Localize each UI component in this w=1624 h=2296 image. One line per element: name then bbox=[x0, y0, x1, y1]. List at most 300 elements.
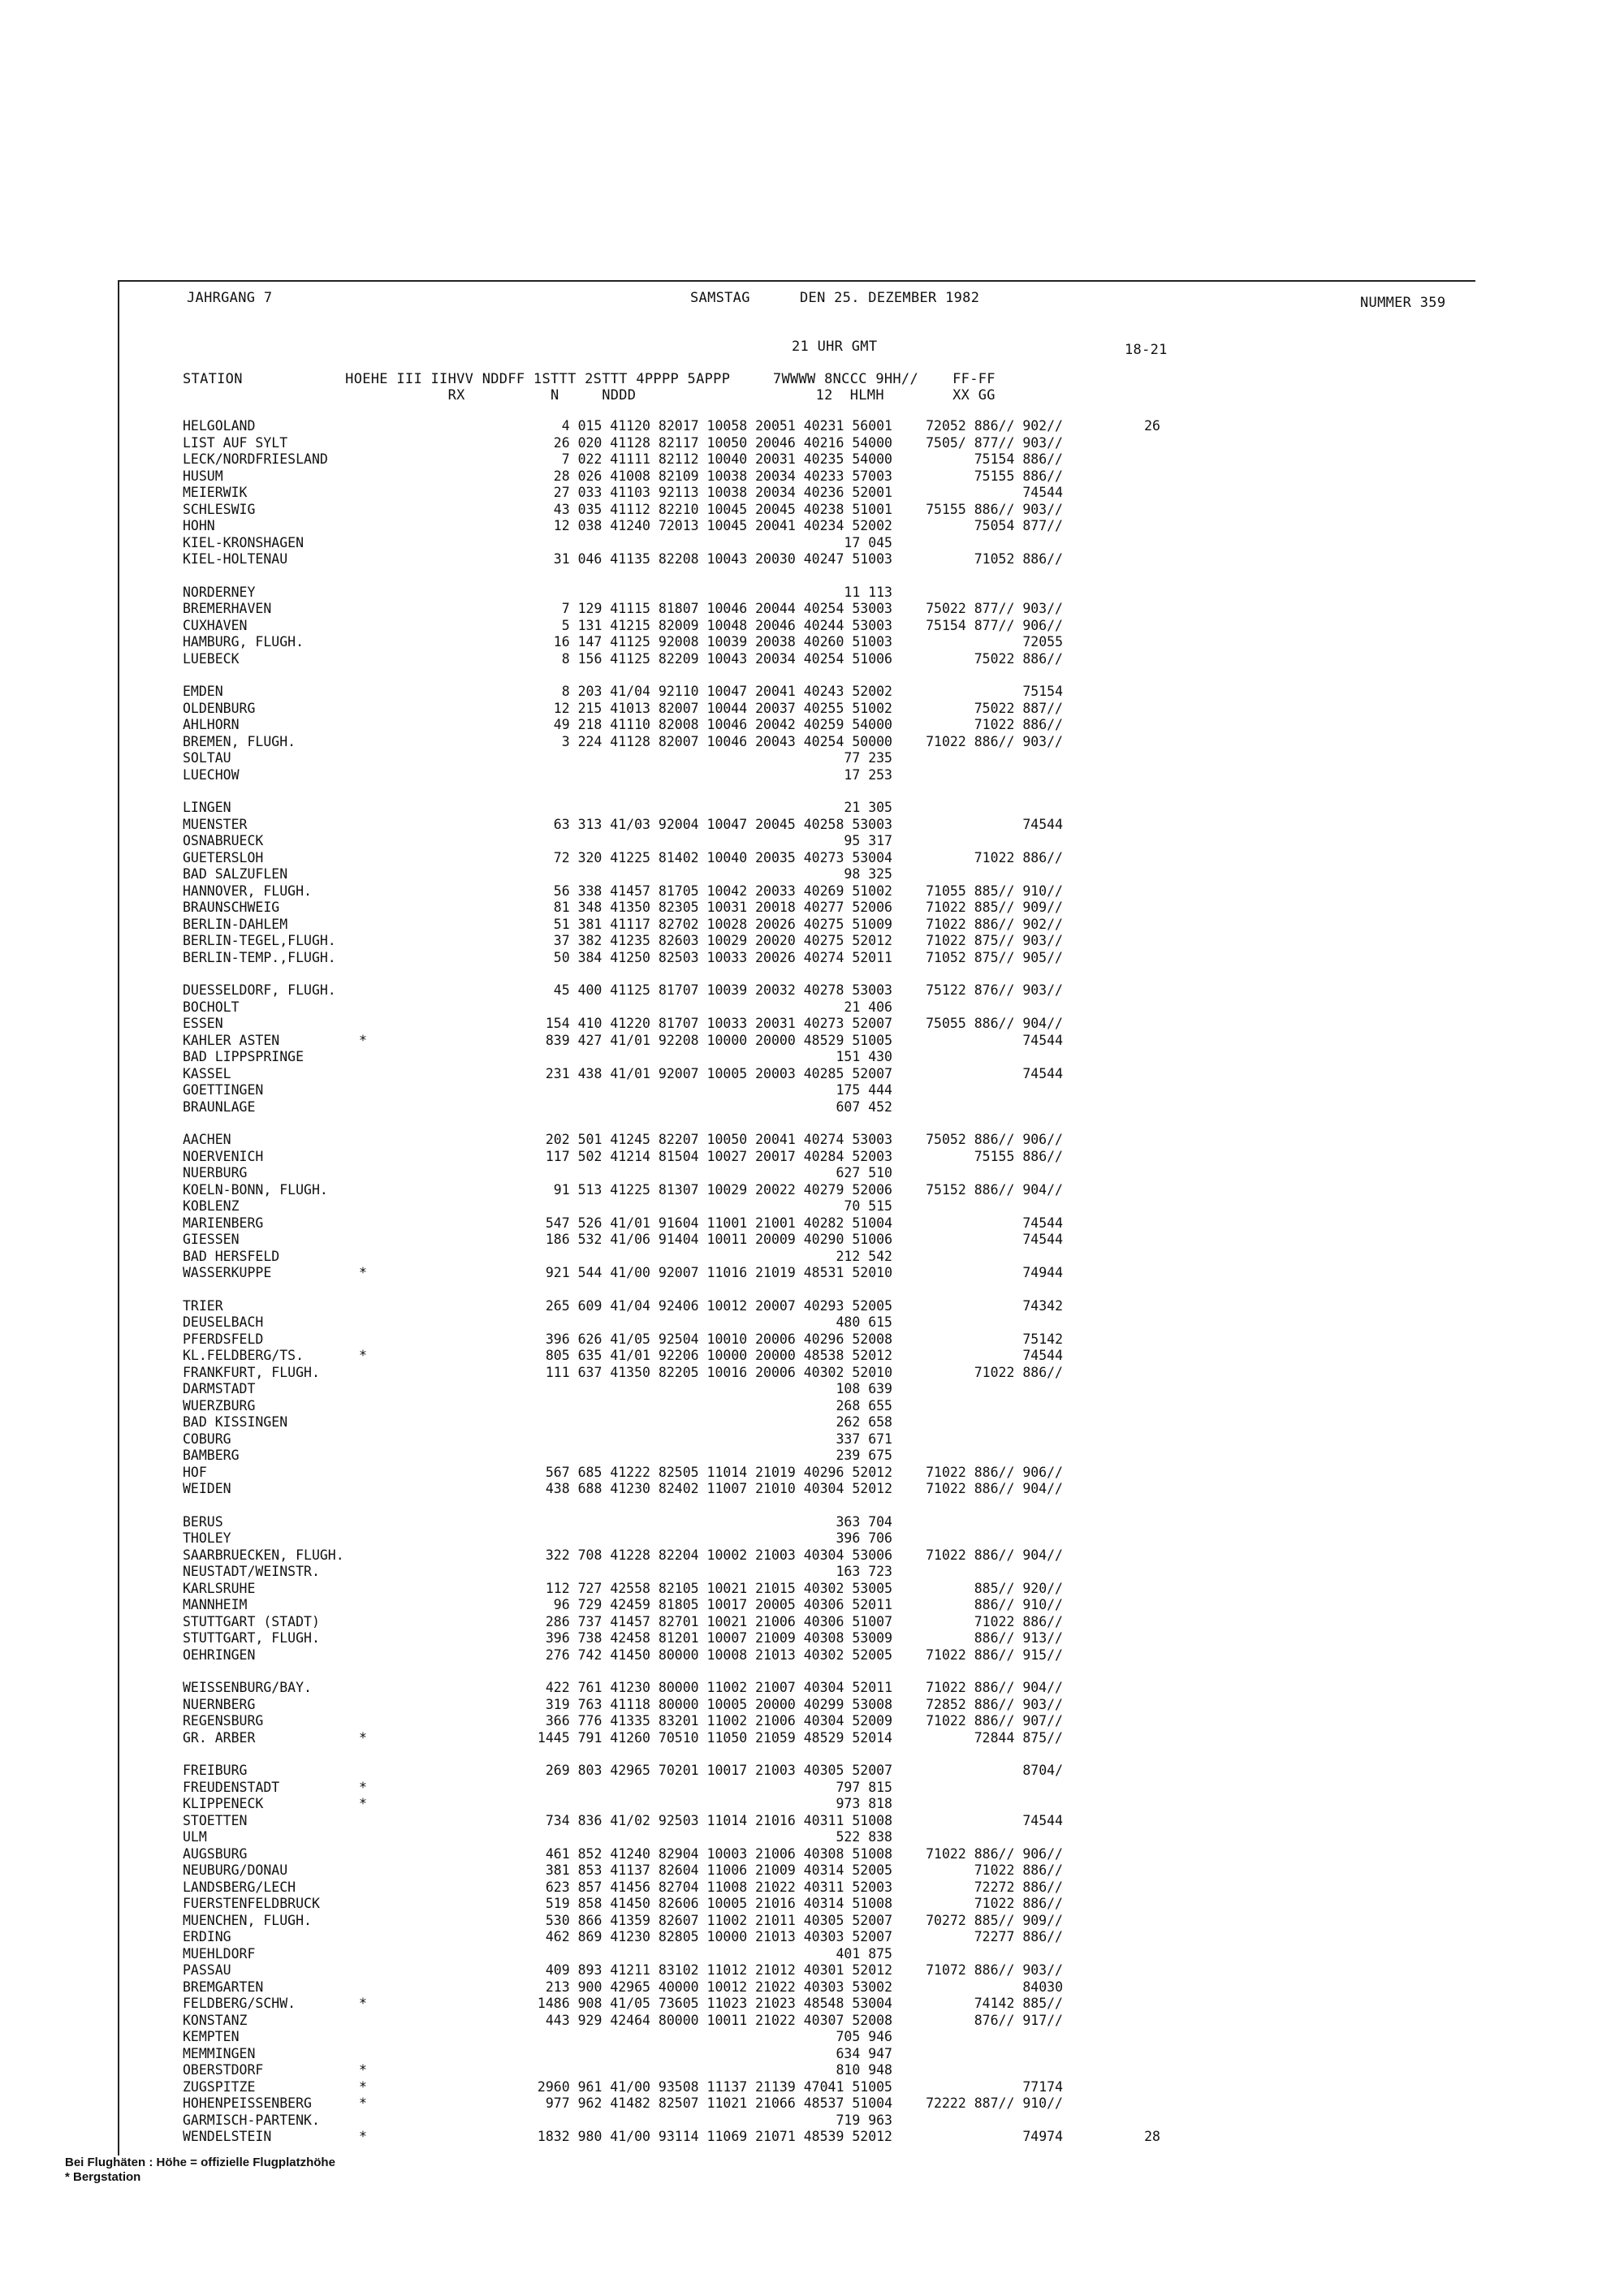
station-name: NEUBURG/DONAU bbox=[183, 1862, 288, 1878]
station-row bbox=[183, 701, 1320, 718]
synop-data: 322 708 41228 82204 10002 21003 40304 53006 bbox=[545, 1547, 892, 1563]
wind-ff bbox=[1063, 1033, 1160, 1050]
mountain-station-mark bbox=[353, 1431, 373, 1448]
synop-data: 43 035 41112 82210 10045 20045 40238 51001 bbox=[553, 501, 892, 517]
weather-groups: 71022 886// 906// bbox=[926, 1464, 1063, 1480]
station-name: GARMISCH-PARTENK. bbox=[183, 2112, 320, 2128]
station-row bbox=[183, 1996, 1320, 2013]
weather-groups: 71022 886// 904// bbox=[926, 1680, 1063, 1695]
mountain-station-mark bbox=[353, 1647, 373, 1664]
synop-data: 1832 980 41/00 93114 11069 21071 48539 52012 bbox=[537, 2129, 892, 2144]
synop-data: 519 858 41450 82606 10005 21016 40314 51008 bbox=[545, 1896, 892, 1911]
weather-groups: 84030 bbox=[1022, 1979, 1063, 1995]
wind-ff bbox=[1063, 734, 1160, 751]
station-row bbox=[183, 1880, 1320, 1897]
mountain-station-mark bbox=[353, 1929, 373, 1946]
weather-groups: 74544 bbox=[1022, 485, 1063, 500]
weather-groups: 72844 875// bbox=[974, 1729, 1063, 1746]
weather-groups bbox=[892, 750, 1063, 767]
synop-data: 734 836 41/02 92503 11014 21016 40311 51008 bbox=[545, 1812, 892, 1828]
synop-data: 268 655 bbox=[836, 1397, 892, 1413]
wind-ff bbox=[1063, 850, 1160, 867]
wind-ff bbox=[1063, 1846, 1160, 1863]
synop-data: 265 609 41/04 92406 10012 20007 40293 52005 bbox=[545, 1297, 892, 1314]
mountain-station-mark: * bbox=[359, 2129, 367, 2144]
synop-data: 81 348 41350 82305 10031 20018 40277 52006 bbox=[553, 900, 892, 915]
synop-data: 154 410 41220 81707 10033 20031 40273 52007 bbox=[545, 1016, 892, 1031]
weather-groups: 74544 bbox=[1022, 1032, 1063, 1048]
wind-ff bbox=[1063, 435, 1160, 452]
mountain-station-mark bbox=[353, 1331, 373, 1349]
station-row bbox=[183, 1398, 1320, 1415]
synop-data: 12 215 41013 82007 10044 20037 40255 51002 bbox=[553, 700, 892, 716]
station-row bbox=[183, 1796, 1320, 1813]
station-group bbox=[183, 585, 1320, 668]
synop-data: 8 156 41125 82209 10043 20034 40254 51006 bbox=[561, 650, 892, 667]
weather-groups: 71022 885// 909// bbox=[926, 900, 1063, 915]
mountain-station-mark bbox=[353, 535, 373, 552]
wind-ff bbox=[1063, 551, 1160, 568]
station-row bbox=[183, 418, 1320, 435]
wind-ff bbox=[1063, 451, 1160, 468]
synop-data: 627 510 bbox=[836, 1165, 892, 1180]
station-name: KASSEL bbox=[183, 1065, 231, 1081]
synop-data: 634 947 bbox=[836, 2045, 892, 2061]
mountain-station-mark bbox=[353, 1896, 373, 1913]
mountain-station-mark bbox=[353, 1829, 373, 1846]
synop-data: 7 022 41111 82112 10040 20031 40235 54000 bbox=[561, 451, 892, 467]
station-name: CUXHAVEN bbox=[183, 617, 248, 633]
station-row bbox=[183, 485, 1320, 502]
mountain-station-mark bbox=[353, 2029, 373, 2046]
station-row bbox=[183, 1530, 1320, 1547]
synop-data: 396 738 42458 81201 10007 21009 40308 53009 bbox=[545, 1630, 892, 1646]
weather-groups: 75054 877// bbox=[974, 518, 1063, 533]
weather-groups: 71055 885// 910// bbox=[926, 883, 1063, 899]
weather-groups: 75154 bbox=[1022, 684, 1063, 699]
wind-ff bbox=[1063, 618, 1160, 635]
wind-ff bbox=[1063, 1215, 1160, 1232]
station-name: GR. ARBER bbox=[183, 1729, 256, 1746]
synop-data: 27 033 41103 92113 10038 20034 40236 52001 bbox=[553, 485, 892, 500]
wind-ff bbox=[1063, 1099, 1160, 1116]
station-name: MUEHLDORF bbox=[183, 1945, 256, 1962]
station-name: NORDERNEY bbox=[183, 584, 256, 600]
synop-data: 213 900 42965 40000 10012 21022 40303 53002 bbox=[545, 1979, 892, 1995]
synop-data: 186 532 41/06 91404 10011 20009 40290 51006 bbox=[545, 1232, 892, 1247]
weather-groups: 75154 886// bbox=[974, 451, 1063, 467]
station-row bbox=[183, 1448, 1320, 1465]
station-row bbox=[183, 1465, 1320, 1482]
mountain-station-mark bbox=[353, 1249, 373, 1266]
station-row bbox=[183, 1597, 1320, 1614]
wind-ff bbox=[1063, 1597, 1160, 1614]
wind-ff bbox=[1063, 2062, 1160, 2079]
station-group bbox=[183, 1132, 1320, 1282]
frame-left-rule bbox=[118, 280, 119, 2156]
mountain-station-mark bbox=[353, 2013, 373, 2030]
wind-ff bbox=[1063, 1979, 1160, 1996]
station-row bbox=[183, 1215, 1320, 1232]
synop-data: 1486 908 41/05 73605 11023 21023 48548 53004 bbox=[537, 1996, 892, 2011]
wind-ff bbox=[1063, 1564, 1160, 1581]
station-row bbox=[183, 1165, 1320, 1182]
station-row bbox=[183, 1232, 1320, 1249]
synop-data: 396 626 41/05 92504 10010 20006 40296 52008 bbox=[545, 1331, 892, 1347]
mountain-station-mark bbox=[353, 502, 373, 519]
wind-ff bbox=[1063, 1049, 1160, 1066]
synop-data: 276 742 41450 80000 10008 21013 40302 52005 bbox=[545, 1646, 892, 1663]
synop-data: 7 129 41115 81807 10046 20044 40254 53003 bbox=[561, 601, 892, 616]
station-row bbox=[183, 900, 1320, 917]
station-name: STUTTGART (STADT) bbox=[183, 1613, 320, 1629]
weather-groups bbox=[892, 767, 1063, 784]
synop-data: 95 317 bbox=[844, 833, 892, 848]
wind-ff bbox=[1063, 1780, 1160, 1797]
weather-groups: 886// 913// bbox=[974, 1630, 1063, 1646]
weather-groups: 71072 886// 903// bbox=[926, 1962, 1063, 1978]
weather-groups: 75155 886// 903// bbox=[926, 501, 1063, 517]
weather-groups: 72222 887// 910// bbox=[926, 2095, 1063, 2111]
mountain-station-mark: * bbox=[359, 1348, 367, 1363]
station-row bbox=[183, 850, 1320, 867]
station-row bbox=[183, 1314, 1320, 1331]
synop-data: 163 723 bbox=[836, 1564, 892, 1579]
mountain-station-mark bbox=[353, 982, 373, 999]
wind-ff bbox=[1063, 950, 1160, 967]
mountain-station-mark bbox=[353, 1514, 373, 1531]
wind-ff bbox=[1063, 502, 1160, 519]
wind-ff bbox=[1063, 2013, 1160, 2030]
station-name: NOERVENICH bbox=[183, 1148, 264, 1164]
station-name: KAHLER ASTEN bbox=[183, 1032, 280, 1048]
station-group bbox=[183, 1514, 1320, 1664]
wind-ff bbox=[1063, 1730, 1160, 1747]
synop-data: 2960 961 41/00 93508 11137 21139 47041 51005 bbox=[537, 2078, 892, 2095]
wind-ff bbox=[1063, 1946, 1160, 1963]
weather-groups: 74944 bbox=[1022, 1265, 1063, 1280]
synop-data: 151 430 bbox=[836, 1049, 892, 1064]
mountain-station-mark bbox=[353, 451, 373, 468]
synop-data: 705 946 bbox=[836, 2029, 892, 2044]
mountain-station-mark: * bbox=[359, 1796, 367, 1811]
station-row bbox=[183, 2113, 1320, 2130]
weather-groups: 71052 886// bbox=[974, 551, 1063, 567]
synop-data: 269 803 42965 70201 10017 21003 40305 52007 bbox=[545, 1763, 892, 1778]
station-row bbox=[183, 1431, 1320, 1448]
weather-groups: 77174 bbox=[1022, 2078, 1063, 2095]
station-row bbox=[183, 982, 1320, 999]
mountain-station-mark bbox=[353, 999, 373, 1016]
weather-groups bbox=[892, 1514, 1063, 1531]
wind-ff: 26 bbox=[1144, 418, 1160, 434]
synop-data: 480 615 bbox=[836, 1314, 892, 1330]
weather-groups: 75022 877// 903// bbox=[926, 601, 1063, 616]
weather-groups: 8704/ bbox=[1022, 1763, 1063, 1778]
weather-groups bbox=[892, 2046, 1063, 2063]
mountain-station-mark bbox=[353, 1597, 373, 1614]
mountain-station-mark bbox=[353, 850, 373, 867]
wind-ff bbox=[1063, 1066, 1160, 1083]
station-name: EMDEN bbox=[183, 684, 223, 699]
wind-ff bbox=[1063, 1796, 1160, 1813]
station-name: WUERZBURG bbox=[183, 1397, 256, 1413]
mountain-station-mark bbox=[353, 1132, 373, 1149]
station-row bbox=[183, 535, 1320, 552]
station-row bbox=[183, 1962, 1320, 1979]
mountain-station-mark bbox=[353, 1946, 373, 1963]
mountain-station-mark bbox=[353, 1481, 373, 1498]
station-row bbox=[183, 1481, 1320, 1498]
station-name: GIESSEN bbox=[183, 1232, 240, 1247]
synop-data: 50 384 41250 82503 10033 20026 40274 52011 bbox=[553, 949, 892, 965]
station-row bbox=[183, 1414, 1320, 1431]
weather-groups bbox=[892, 866, 1063, 883]
weather-groups bbox=[892, 1165, 1063, 1182]
station-name: PASSAU bbox=[183, 1962, 231, 1978]
station-name: MEIERWIK bbox=[183, 485, 248, 500]
synop-data: 49 218 41110 82008 10046 20042 40259 54000 bbox=[553, 717, 892, 732]
station-name: BRAUNLAGE bbox=[183, 1098, 256, 1115]
synop-data: 231 438 41/01 92007 10005 20003 40285 52007 bbox=[545, 1065, 892, 1081]
station-row bbox=[183, 750, 1320, 767]
station-name: BAD HERSFELD bbox=[183, 1248, 280, 1264]
station-row bbox=[183, 1647, 1320, 1664]
issue-number: NUMMER 359 bbox=[1360, 295, 1446, 311]
synop-data: 212 542 bbox=[836, 1248, 892, 1264]
weather-groups: 71022 886// bbox=[974, 1862, 1063, 1878]
synop-data: 12 038 41240 72013 10045 20041 40234 52002 bbox=[553, 518, 892, 533]
station-row bbox=[183, 451, 1320, 468]
synop-data: 401 875 bbox=[836, 1945, 892, 1962]
mountain-station-mark bbox=[353, 585, 373, 602]
weather-groups: 75055 886// 904// bbox=[926, 1016, 1063, 1031]
station-name: FRANKFURT, FLUGH. bbox=[183, 1364, 320, 1380]
mountain-station-mark bbox=[353, 1813, 373, 1830]
station-name: HAMBURG, FLUGH. bbox=[183, 634, 304, 650]
weather-groups bbox=[892, 1099, 1063, 1116]
station-name: ZUGSPITZE bbox=[183, 2078, 256, 2095]
mountain-station-mark bbox=[353, 1398, 373, 1415]
station-row bbox=[183, 1132, 1320, 1149]
station-row bbox=[183, 734, 1320, 751]
synop-data: 17 253 bbox=[844, 766, 892, 783]
mountain-station-mark bbox=[353, 1564, 373, 1581]
synop-data: 28 026 41008 82109 10038 20034 40233 57003 bbox=[553, 468, 892, 484]
station-row bbox=[183, 551, 1320, 568]
station-name: MANNHEIM bbox=[183, 1597, 248, 1612]
wind-ff bbox=[1063, 2095, 1160, 2113]
synop-data: 117 502 41214 81504 10027 20017 40284 52003 bbox=[545, 1148, 892, 1164]
synop-data: 4 015 41120 82017 10058 20051 40231 56001 bbox=[561, 418, 892, 434]
mountain-station-mark bbox=[353, 1365, 373, 1382]
synop-data: 366 776 41335 83201 11002 21006 40304 52009 bbox=[545, 1713, 892, 1728]
wind-ff bbox=[1063, 1232, 1160, 1249]
wind-ff bbox=[1063, 1697, 1160, 1714]
wind-ff bbox=[1063, 1016, 1160, 1033]
wind-ff bbox=[1063, 1547, 1160, 1564]
weather-groups: 75022 887// bbox=[974, 700, 1063, 716]
footnote-mountain-station: * Bergstation bbox=[65, 2170, 141, 2184]
ff-period: 18-21 bbox=[1125, 342, 1168, 358]
station-name: OBERSTDORF bbox=[183, 2062, 264, 2078]
wind-ff bbox=[1063, 1431, 1160, 1448]
wind-ff bbox=[1063, 1913, 1160, 1930]
wind-ff bbox=[1063, 1530, 1160, 1547]
station-row bbox=[183, 1198, 1320, 1215]
synop-data: 461 852 41240 82904 10003 21006 40308 51008 bbox=[545, 1845, 892, 1862]
station-name: SAARBRUECKEN, FLUGH. bbox=[183, 1547, 344, 1563]
station-group bbox=[183, 1763, 1320, 2146]
station-row bbox=[183, 2046, 1320, 2063]
mountain-station-mark bbox=[353, 1182, 373, 1199]
synop-data: 17 045 bbox=[844, 534, 892, 550]
weather-groups bbox=[892, 1198, 1063, 1215]
mountain-station-mark bbox=[353, 1862, 373, 1880]
wind-ff bbox=[1063, 485, 1160, 502]
weather-groups: 71022 886// 904// bbox=[926, 1481, 1063, 1496]
station-row bbox=[183, 518, 1320, 535]
station-name: KIEL-KRONSHAGEN bbox=[183, 534, 304, 550]
station-name: BREMERHAVEN bbox=[183, 601, 272, 616]
station-row bbox=[183, 651, 1320, 668]
synop-data: 112 727 42558 82105 10021 21015 40302 53005 bbox=[545, 1580, 892, 1596]
station-name: FREIBURG bbox=[183, 1763, 248, 1778]
weather-groups: 74142 885// bbox=[974, 1996, 1063, 2011]
mountain-station-mark bbox=[353, 701, 373, 718]
mountain-station-mark bbox=[353, 1149, 373, 1166]
synop-data: 111 637 41350 82205 10016 20006 40302 52010 bbox=[545, 1364, 892, 1380]
station-name: ERDING bbox=[183, 1929, 231, 1944]
mountain-station-mark bbox=[353, 1697, 373, 1714]
station-row bbox=[183, 1033, 1320, 1050]
station-row bbox=[183, 1016, 1320, 1033]
synop-data: 443 929 42464 80000 10011 21022 40307 52008 bbox=[545, 2012, 892, 2028]
weather-groups bbox=[892, 1314, 1063, 1331]
station-row bbox=[183, 999, 1320, 1016]
station-group bbox=[183, 982, 1320, 1116]
mountain-station-mark bbox=[353, 1547, 373, 1564]
station-name: BREMEN, FLUGH. bbox=[183, 733, 296, 749]
synop-data: 77 235 bbox=[844, 750, 892, 766]
weather-groups: 72852 886// 903// bbox=[926, 1696, 1063, 1712]
wind-ff bbox=[1063, 1265, 1160, 1282]
station-name: BAD SALZUFLEN bbox=[183, 866, 288, 882]
station-name: BERLIN-TEGEL,FLUGH. bbox=[183, 933, 336, 948]
station-row bbox=[183, 833, 1320, 850]
wind-ff bbox=[1063, 518, 1160, 535]
station-name: DUESSELDORF, FLUGH. bbox=[183, 982, 336, 998]
station-name: HUSUM bbox=[183, 468, 223, 484]
synop-data: 262 658 bbox=[836, 1414, 892, 1430]
station-row bbox=[183, 1730, 1320, 1747]
station-row bbox=[183, 1331, 1320, 1349]
station-row bbox=[183, 1846, 1320, 1863]
station-row bbox=[183, 1829, 1320, 1846]
weather-groups bbox=[892, 1796, 1063, 1813]
station-name: KOBLENZ bbox=[183, 1198, 240, 1214]
weather-groups: 71022 886// 903// bbox=[926, 733, 1063, 749]
weather-groups: 71022 886// bbox=[974, 717, 1063, 732]
station-row bbox=[183, 1547, 1320, 1564]
wind-ff bbox=[1063, 1996, 1160, 2013]
mountain-station-mark: * bbox=[359, 1779, 367, 1795]
station-row bbox=[183, 1929, 1320, 1946]
mountain-station-mark bbox=[353, 717, 373, 734]
synop-data: 96 729 42459 81805 10017 20005 40306 52011 bbox=[553, 1597, 892, 1612]
wind-ff bbox=[1063, 1829, 1160, 1846]
mountain-station-mark bbox=[353, 1979, 373, 1996]
synop-data: 286 737 41457 82701 10021 21006 40306 51007 bbox=[545, 1613, 892, 1629]
station-name: REGENSBURG bbox=[183, 1713, 264, 1728]
weather-groups: 71022 886// 907// bbox=[926, 1713, 1063, 1728]
synop-data: 462 869 41230 82805 10000 21013 40303 52007 bbox=[545, 1929, 892, 1944]
synop-data: 202 501 41245 82207 10050 20041 40274 53003 bbox=[545, 1132, 892, 1147]
weather-groups: 72052 886// 902// bbox=[926, 418, 1063, 434]
report-sheet bbox=[118, 280, 1475, 2156]
frame-top-rule bbox=[118, 280, 1475, 282]
station-row bbox=[183, 1614, 1320, 1631]
station-row bbox=[183, 2095, 1320, 2113]
mountain-station-mark bbox=[353, 917, 373, 934]
station-name: BERUS bbox=[183, 1513, 223, 1530]
station-name: LANDSBERG/LECH bbox=[183, 1879, 296, 1895]
synop-data: 973 818 bbox=[836, 1796, 892, 1811]
station-row bbox=[183, 684, 1320, 701]
station-row bbox=[183, 1697, 1320, 1714]
station-name: FELDBERG/SCHW. bbox=[183, 1996, 296, 2011]
mountain-station-mark bbox=[353, 1581, 373, 1598]
mountain-station-mark: * bbox=[359, 1729, 367, 1746]
station-name: HOHN bbox=[183, 518, 215, 533]
weather-groups: 75155 886// bbox=[974, 1148, 1063, 1164]
mountain-station-mark bbox=[353, 1530, 373, 1547]
synop-data: 5 131 41215 82009 10048 20046 40244 53003 bbox=[561, 617, 892, 633]
weather-groups: 72277 886// bbox=[974, 1929, 1063, 1944]
wind-ff bbox=[1063, 535, 1160, 552]
station-row bbox=[183, 2013, 1320, 2030]
weather-groups bbox=[892, 1564, 1063, 1581]
synop-data: 11 113 bbox=[844, 584, 892, 600]
wind-ff bbox=[1063, 2046, 1160, 2063]
station-name: FREUDENSTADT bbox=[183, 1779, 280, 1795]
weather-groups: 876// 917// bbox=[974, 2012, 1063, 2028]
synop-data: 21 406 bbox=[844, 999, 892, 1015]
synop-data: 396 706 bbox=[836, 1530, 892, 1546]
station-name: LECK/NORDFRIESLAND bbox=[183, 451, 328, 467]
synop-data: 3 224 41128 82007 10046 20043 40254 50000 bbox=[561, 733, 892, 749]
weather-groups: 71022 886// bbox=[974, 1896, 1063, 1911]
mountain-station-mark bbox=[353, 468, 373, 486]
station-name: THOLEY bbox=[183, 1530, 231, 1546]
station-name: WEIDEN bbox=[183, 1481, 231, 1496]
synop-data: 422 761 41230 80000 11002 21007 40304 52011 bbox=[545, 1680, 892, 1695]
mountain-station-mark bbox=[353, 684, 373, 701]
synop-data: 37 382 41235 82603 10029 20020 40275 52012 bbox=[553, 933, 892, 948]
synop-data: 839 427 41/01 92208 10000 20000 48529 51005 bbox=[545, 1032, 892, 1048]
wind-ff bbox=[1063, 800, 1160, 817]
station-row bbox=[183, 800, 1320, 817]
mountain-station-mark bbox=[353, 750, 373, 767]
station-row bbox=[183, 1182, 1320, 1199]
synop-data: 51 381 41117 82702 10028 20026 40275 51009 bbox=[553, 916, 892, 932]
wind-ff bbox=[1063, 1614, 1160, 1631]
weather-groups: 71022 886// 904// bbox=[926, 1547, 1063, 1563]
station-row bbox=[183, 1348, 1320, 1365]
synop-data: 72 320 41225 81402 10040 20035 40273 53004 bbox=[553, 849, 892, 865]
synop-data: 797 815 bbox=[836, 1779, 892, 1795]
mountain-station-mark bbox=[353, 1713, 373, 1730]
